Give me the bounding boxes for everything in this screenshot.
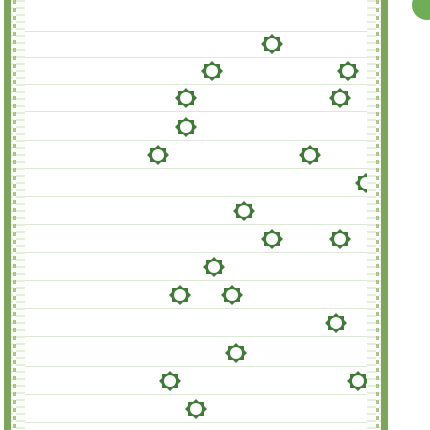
- verse-line: [25, 84, 367, 112]
- verse-line: [25, 197, 367, 225]
- ayah-marker-icon: [175, 88, 197, 108]
- ayah-marker-icon: [169, 285, 191, 305]
- verse-line: [25, 281, 367, 309]
- verse-line: [25, 30, 367, 58]
- page-margin: [394, 0, 430, 430]
- verse-line: [25, 4, 367, 32]
- verse-line: [25, 141, 367, 169]
- ayah-marker-icon: [299, 145, 321, 165]
- verse-line: [25, 253, 367, 281]
- ayah-marker-icon: [261, 34, 283, 54]
- ayah-marker-icon: [221, 285, 243, 305]
- ayah-marker-icon: [203, 257, 225, 277]
- quran-text-area: [25, 0, 367, 430]
- ayah-marker-icon: [147, 145, 169, 165]
- ayah-marker-icon: [325, 313, 347, 333]
- verse-line: [25, 309, 367, 337]
- verse-line: [25, 225, 367, 253]
- verse-line: [25, 367, 367, 395]
- page-frame: [4, 0, 388, 430]
- ayah-marker-icon: [355, 173, 367, 193]
- verse-line: [25, 395, 367, 423]
- ayah-marker-icon: [159, 371, 181, 391]
- ayah-marker-icon: [201, 61, 223, 81]
- ayah-marker-icon: [329, 229, 351, 249]
- verse-line: [25, 169, 367, 197]
- ayah-marker-icon: [261, 229, 283, 249]
- verse-line: [25, 339, 367, 367]
- ayah-marker-icon: [347, 371, 367, 391]
- ayah-marker-icon: [329, 88, 351, 108]
- verse-line: [25, 113, 367, 141]
- ayah-marker-icon: [225, 343, 247, 363]
- corner-ornament: [412, 0, 430, 20]
- ayah-marker-icon: [185, 399, 207, 419]
- ayah-marker-icon: [233, 201, 255, 221]
- verse-line: [25, 57, 367, 85]
- ayah-marker-icon: [175, 117, 197, 137]
- ayah-marker-icon: [337, 61, 359, 81]
